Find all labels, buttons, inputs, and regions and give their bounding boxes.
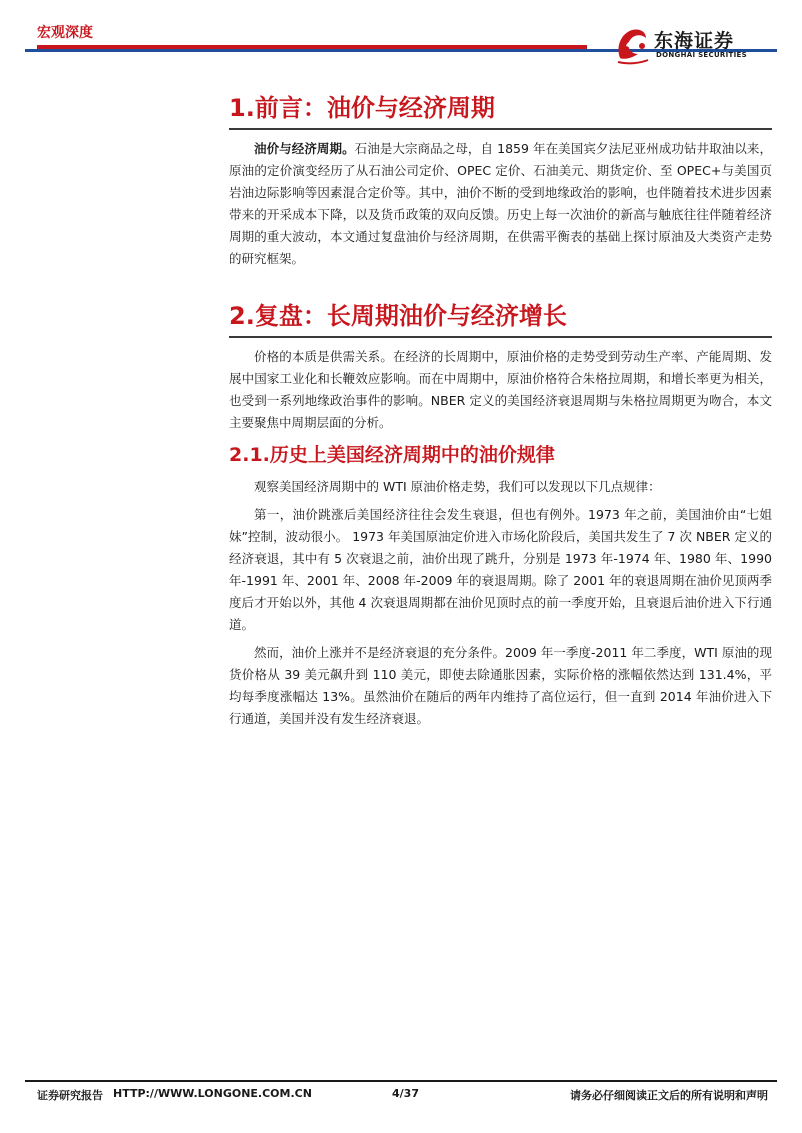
footer-report-label: 证券研究报告: [37, 1089, 103, 1102]
footer-disclaimer: 请务必仔细阅读正文后的所有说明和声明: [570, 1089, 768, 1102]
subsection-2-1-paragraph-3: 然而，油价上涨并不是经济衰退的充分条件。2009 年一季度-2011 年二季度，WTI 原油的现货价格从 39 美元飙升到 110 美元，即使去除通胀因素，实际价格的涨幅依然达到 131.4%，平均每季度涨幅达 13%。虽然油价在随后的两年内维持了高位运行，但一直到 2014 年油价进入下行通道，美国并没有发生经济衰退。: [229, 645, 772, 726]
section-1-paragraph: [229, 138, 772, 270]
section-2-paragraph: 价格的本质是供需关系。在经济的长周期中，原油价格的走势受到劳动生产率、产能周期、发展中国家工业化和长鞭效应影响。而在中周期中，原油价格符合朱格拉周期，和增长率更为相关，也受到一系列地缘政治事件的影响。NBER 定义的美国经济衰退周期与朱格拉周期更为吻合，本文主要聚焦中周期层面的分析。: [229, 349, 772, 430]
footer-divider: [25, 1080, 777, 1082]
footer-url-link[interactable]: HTTP://WWW.LONGONE.COM.CN: [113, 1087, 312, 1100]
subsection-2-1-paragraph-2: 第一，油价跳涨后美国经济往往会发生衰退，但也有例外。1973 年之前，美国油价由“七姐妹”控制，波动很小。 1973 年美国原油定价进入市场化阶段后，美国共发生了 7 次 NBER 定义的经济衰退，其中有 5 次衰退之前，油价出现了跳升，分别是 1973 年-1974 年、1980 年、1990 年-1991 年、2001 年、2008 年-2009 年的衰退周期。除了 2001 年的衰退周期在油价见顶两季度后才开始以外，其他 4 次衰退周期都在油价见顶时点的前一季度开始，且衰退后油价进入下行通道。: [229, 507, 772, 632]
section-1-body: 石油是大宗商品之母，自 1859 年在美国宾夕法尼亚州成功钻井取油以来，原油的定价演变经历了从石油公司定价、OPEC 定价、石油美元、期货定价、至 OPEC+与美国页岩油边际影响等因素混合定价等。其中，油价不断的受到地缘政治的影响，也伴随着技术进步因素带来的开采成本下降，以及货币政策的双向反馈。历史上每一次油价的新高与触底往往伴随着经济周期的重大波动，本文通过复盘油价与经济周期，在供需平衡表的基础上探讨原油及大类资产走势的研究框架。: [229, 141, 772, 266]
article-body: [229, 90, 772, 730]
logo-english-name: DONGHAI SECURITIES: [656, 51, 747, 59]
subsection-2-1-heading: 2.1.历史上美国经济周期中的油价规律: [229, 444, 555, 466]
section-1-heading: 1.前言：油价与经济周期: [229, 90, 772, 130]
subsection-2-1-paragraph-1: 观察美国经济周期中的 WTI 原油价格走势，我们可以发现以下几点规律：: [254, 479, 661, 494]
wave-emblem-icon: [612, 22, 652, 66]
section-1-lead: 油价与经济周期。: [254, 141, 355, 156]
section-2-heading: 2.复盘：长周期油价与经济增长: [229, 298, 772, 338]
footer-page-number: 4/37: [392, 1087, 419, 1100]
logo-chinese-name: 东海证券: [654, 30, 735, 52]
brand-logo: [612, 22, 782, 66]
report-category: 宏观深度: [37, 25, 93, 41]
